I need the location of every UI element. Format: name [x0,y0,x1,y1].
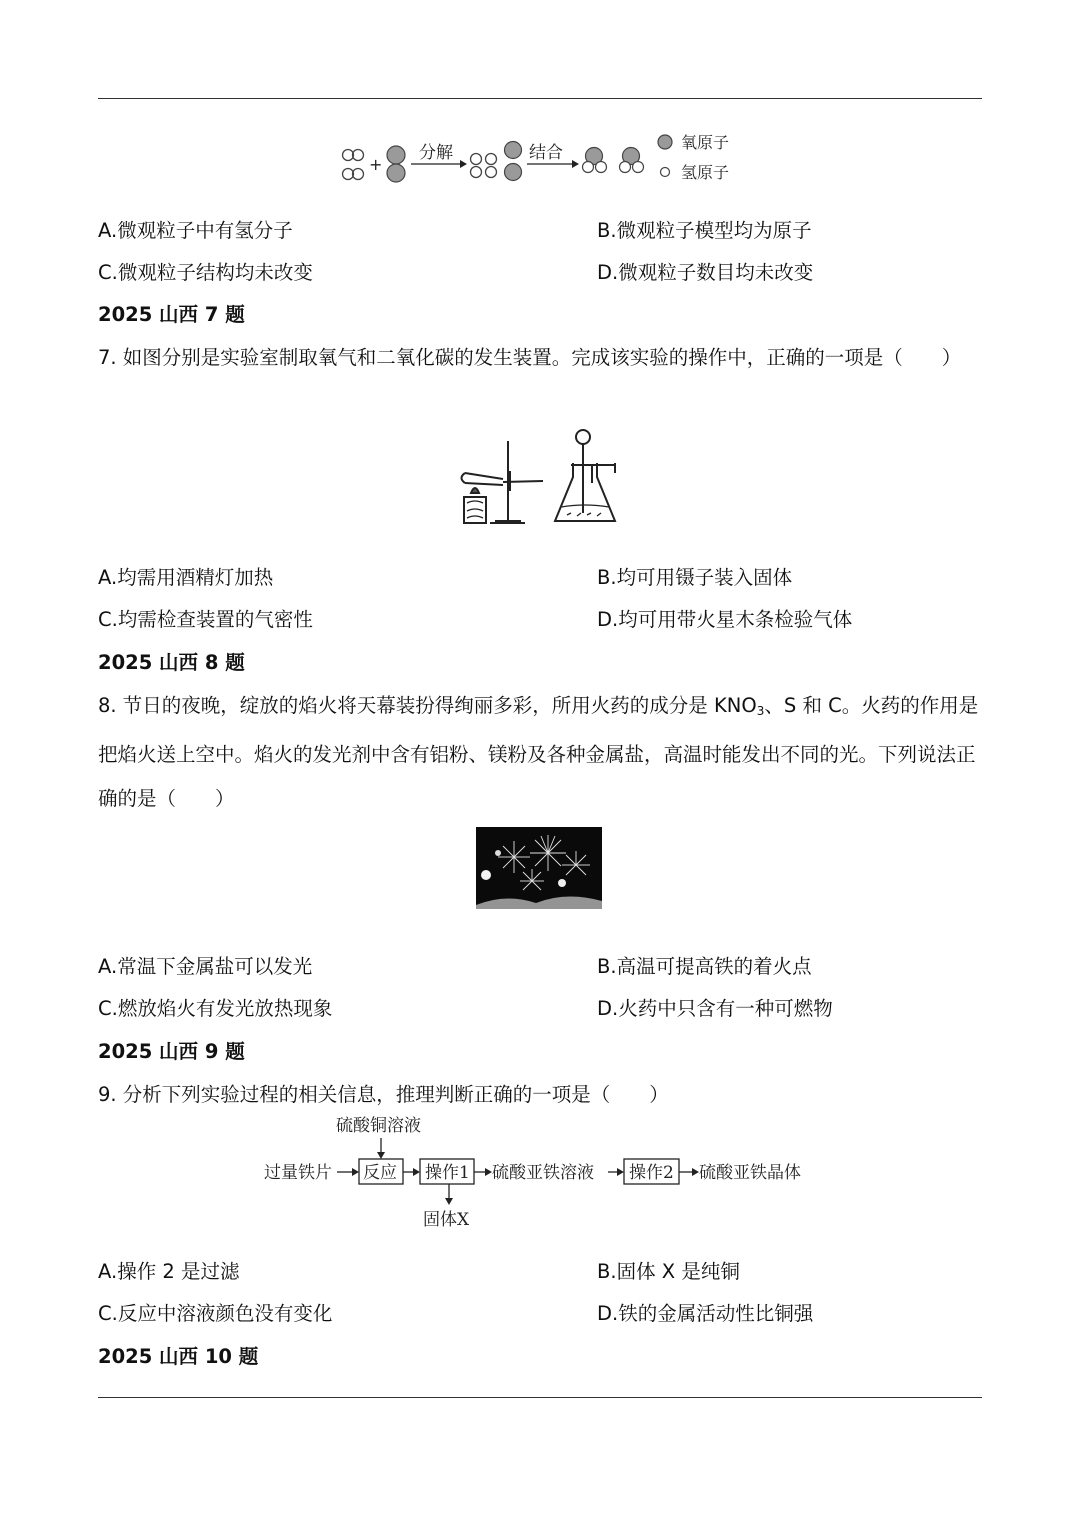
q7-heading: 2025 山西 7 题 [98,303,245,326]
process-flow-diagram [262,1110,822,1230]
q6-option-a: A.微观粒子中有氢分子 [98,219,293,242]
hydrogen-molecule-icon [343,150,364,180]
q7-option-c: C.均需检查装置的气密性 [98,608,313,631]
q9-heading: 2025 山西 9 题 [98,1040,245,1063]
arrow-label-combine: 结合 [529,143,563,163]
q9-stem: 9. 分析下列实验过程的相关信息，推理判断正确的一项是（ ） [98,1083,669,1106]
arrow-label-decompose: 分解 [419,143,453,163]
q8-stem-part1: 8. 节日的夜晚，绽放的焰火将天幕装扮得绚丽多彩，所用火药的成分是 KNO [98,694,757,717]
alcohol-lamp-icon [464,488,486,523]
q6-option-d: D.微观粒子数目均未改变 [597,261,814,284]
q8-stem-subscript: 3 [756,704,765,718]
gas-generation-apparatus [455,425,630,530]
molecule-reaction-diagram [335,128,755,188]
q8-heading: 2025 山西 8 题 [98,651,245,674]
q8-stem-part2: 、S 和 C。火药的作用是把焰火送上空中。焰火的发光剂中含有铝粉、镁粉及各种金属盐，高温时能发出不同的光。下列说法正确的是（ ） [98,694,979,810]
top-rule [98,98,982,99]
q9-option-c: C.反应中溶液颜色没有变化 [98,1302,333,1325]
hydrogen-legend-icon [661,168,670,177]
q8-option-b: B.高温可提高铁的着火点 [597,955,812,978]
bottom-rule [98,1397,982,1398]
flow-box-op1: 操作1 [425,1163,470,1183]
flow-box-reaction: 反应 [363,1163,397,1183]
q7-stem: 7. 如图分别是实验室制取氧气和二氧化碳的发生装置。完成该实验的操作中，正确的一项是（ ） [98,346,962,369]
q8-stem [98,684,982,821]
q7-option-a: A.均需用酒精灯加热 [98,566,274,589]
q9-option-b: B.固体 X 是纯铜 [597,1260,740,1283]
q8-option-d: D.火药中只含有一种可燃物 [597,997,833,1020]
flow-input-copper-sulfate: 硫酸铜溶液 [336,1116,421,1136]
legend-oxygen-label: 氧原子 [681,133,730,152]
q10-heading: 2025 山西 10 题 [98,1345,259,1368]
flow-solid-x: 固体X [423,1210,470,1230]
q9-option-d: D.铁的金属活动性比铜强 [597,1302,814,1325]
q6-option-b: B.微观粒子模型均为原子 [597,219,812,242]
flow-start-iron: 过量铁片 [264,1163,332,1183]
svg-text:+: + [369,155,383,174]
water-molecule-icon [583,148,644,173]
q9-option-a: A.操作 2 是过滤 [98,1260,240,1283]
oxygen-molecule-icon [387,146,405,182]
q8-option-a: A.常温下金属盐可以发光 [98,955,313,978]
q7-option-d: D.均可用带火星木条检验气体 [597,608,853,631]
flow-box-op2: 操作2 [629,1163,674,1183]
fireworks-photo [476,827,602,909]
hydrogen-atom-icon [471,154,497,178]
legend-hydrogen-label: 氢原子 [681,163,730,182]
oxygen-atom-icon [505,142,522,181]
flow-mid-ferrous-solution: 硫酸亚铁溶液 [492,1163,594,1183]
erlenmeyer-flask-icon [555,430,615,521]
flow-end-crystal: 硫酸亚铁晶体 [699,1163,801,1183]
q8-option-c: C.燃放焰火有发光放热现象 [98,997,333,1020]
q7-option-b: B.均可用镊子装入固体 [597,566,793,589]
oxygen-legend-icon [658,135,672,149]
q6-option-c: C.微观粒子结构均未改变 [98,261,313,284]
